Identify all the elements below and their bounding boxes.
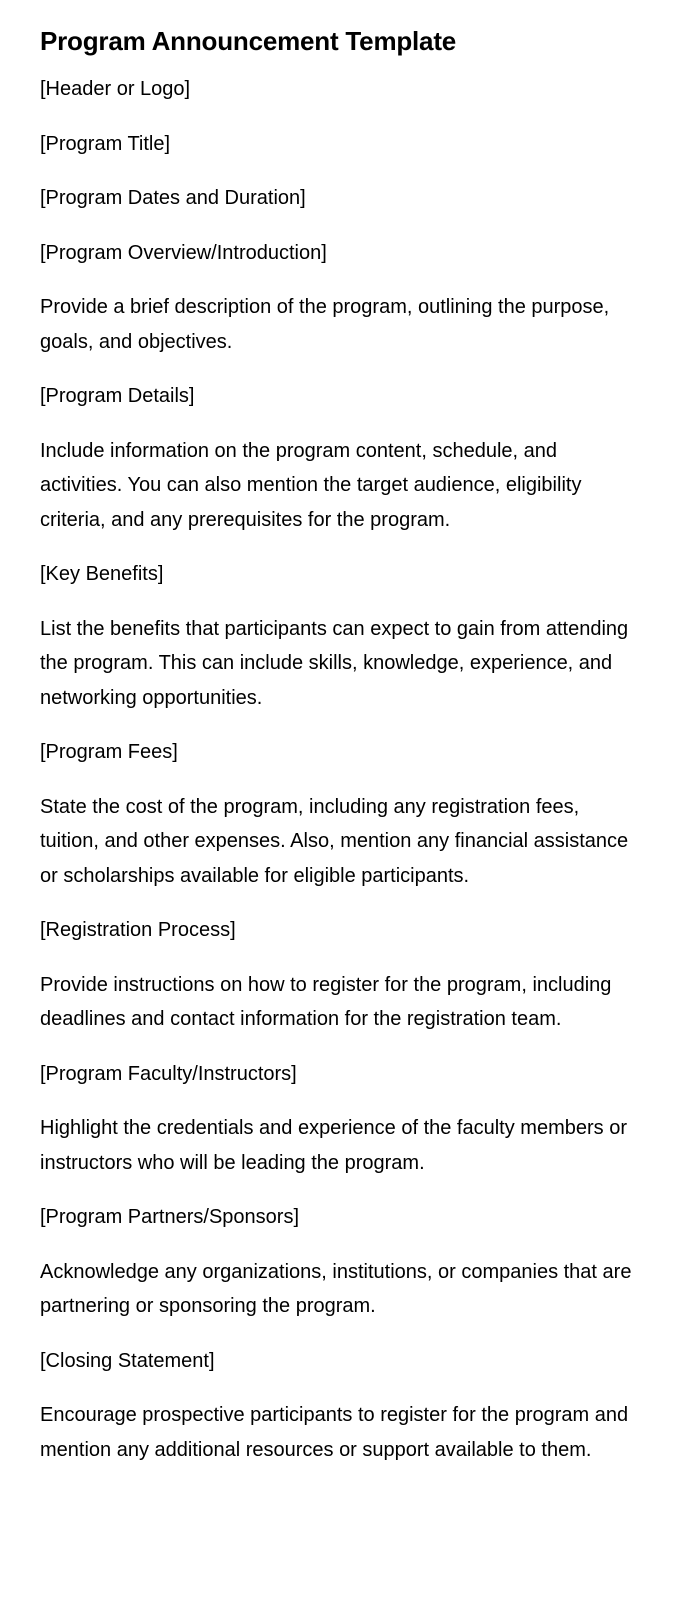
placeholder-program-faculty: [Program Faculty/Instructors]	[40, 1062, 297, 1085]
placeholder-program-fees: [Program Fees]	[40, 741, 178, 763]
placeholder-registration-process: [Registration Process]	[40, 919, 236, 941]
placeholder-program-dates: [Program Dates and Duration]	[40, 187, 306, 209]
details-description: Include information on the program content, schedule, and activities. You can also mention the target audience, eligibility criteria, and any prerequisites for the program.	[40, 439, 582, 531]
page-title: Program Announcement Template	[40, 26, 457, 56]
closing-description: Encourage prospective participants to register for the program and mention any additional resources or support available to them.	[40, 1404, 629, 1461]
placeholder-program-overview: [Program Overview/Introduction]	[40, 241, 327, 264]
partners-description: Acknowledge any organizations, institutions, or companies that are partnering or sponsoring the program.	[40, 1260, 632, 1317]
placeholder-program-title: [Program Title]	[40, 132, 171, 155]
placeholder-header-or-logo: [Header or Logo]	[40, 78, 191, 100]
placeholder-closing-statement: [Closing Statement]	[40, 1349, 215, 1372]
faculty-description: Highlight the credentials and experience of the faculty members or instructors who will be leading the program.	[40, 1117, 627, 1174]
placeholder-program-details: [Program Details]	[40, 385, 195, 407]
fees-description: State the cost of the program, including any registration fees, tuition, and other expenses. Also, mention any financial assistance or scholarships available for eligible participants.	[40, 795, 629, 887]
registration-description: Provide instructions on how to register for the program, including deadlines and contact information for the registration team.	[40, 973, 612, 1030]
placeholder-key-benefits: [Key Benefits]	[40, 563, 164, 585]
overview-description: Provide a brief description of the program, outlining the purpose, goals, and objectives.	[40, 296, 610, 353]
document-body	[40, 72, 640, 1467]
benefits-description: List the benefits that participants can expect to gain from attending the program. This can include skills, knowledge, experience, and networking opportunities.	[40, 617, 629, 709]
placeholder-program-partners: [Program Partners/Sponsors]	[40, 1206, 299, 1228]
